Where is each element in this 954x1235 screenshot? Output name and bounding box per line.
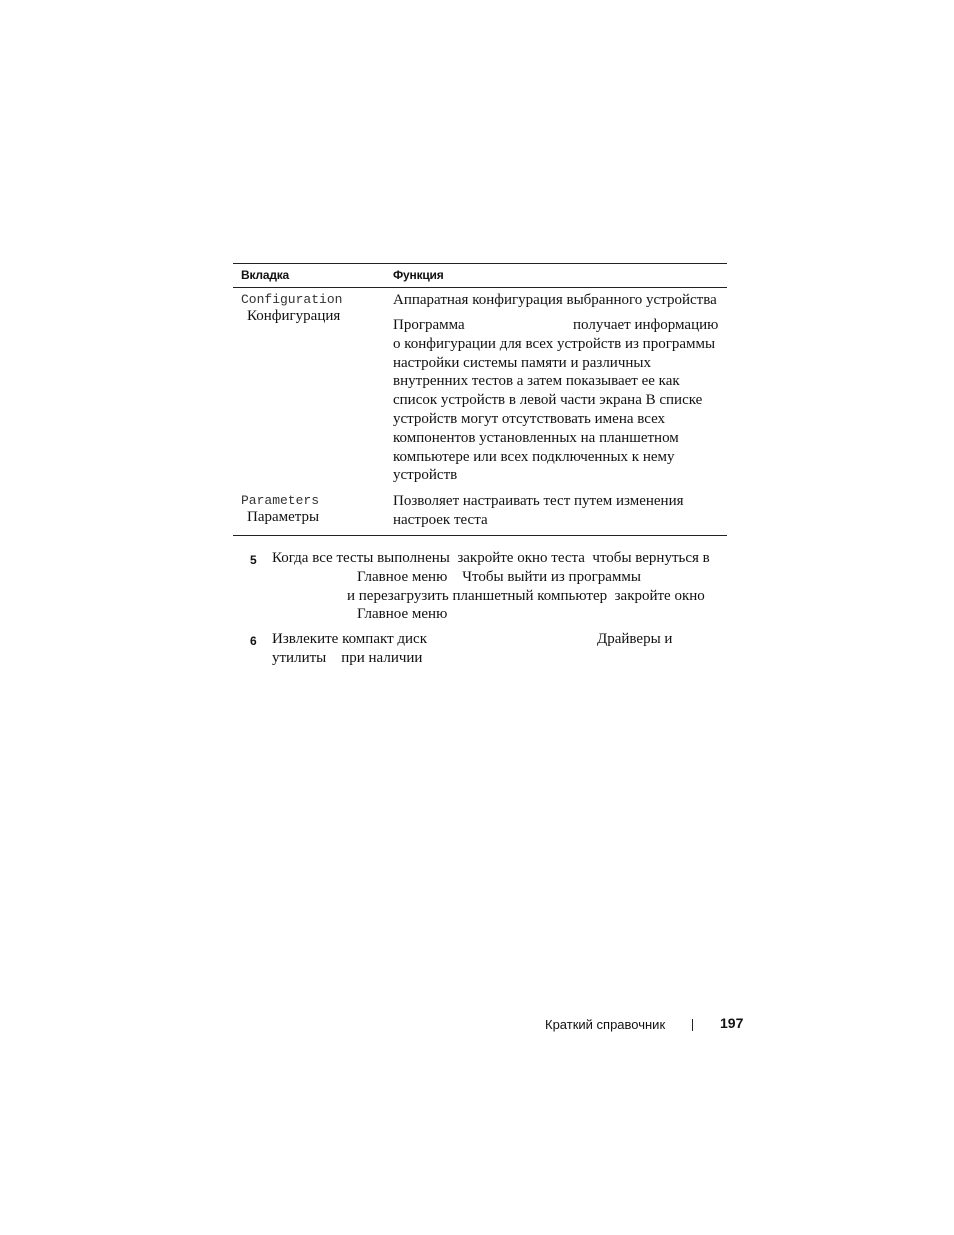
tab-name-configuration: Конфигурация	[247, 308, 341, 324]
function-parameters-line: настроек теста	[393, 511, 488, 528]
step-6-line-right: Драйверы и	[597, 631, 673, 647]
step-5-line: и перезагрузить планшетный компьютер закройте окно	[347, 587, 705, 604]
step-5-line: Главное меню Чтобы выйти из программы	[357, 568, 641, 585]
function-configuration-para-right: получает информацию	[573, 317, 719, 333]
tab-code-parameters: Parameters	[241, 493, 320, 508]
function-configuration-para-line: о конфигурации для всех устройств из программы	[393, 335, 716, 352]
function-configuration-para-line: внутренних тестов а затем показывает ее как	[393, 373, 680, 390]
step-number-5: 5	[250, 553, 257, 567]
function-configuration-para-line: компьютере или всех подключенных к нему	[393, 448, 675, 465]
tab-code-configuration: Configuration	[241, 292, 343, 307]
tab-name-parameters: Параметры	[247, 509, 320, 525]
footer-section-title: Краткий справочник	[545, 1017, 666, 1032]
step-number-6: 6	[250, 634, 257, 648]
step-6-line-left: Извлеките компакт диск	[272, 631, 427, 647]
function-configuration-para-line: настройки системы памяти и различных	[393, 354, 651, 371]
table-header-tab: Вкладка	[241, 268, 290, 282]
step-5-line: Когда все тесты выполнены закройте окно теста чтобы вернуться в	[272, 550, 710, 566]
function-configuration-line: Аппаратная конфигурация выбранного устройства	[393, 292, 717, 308]
table-header-function: Функция	[393, 268, 444, 282]
function-configuration-para-line: устройств	[393, 467, 458, 484]
function-configuration-para-line: компонентов установленных на планшетном	[393, 429, 679, 446]
step-6-line: утилиты при наличии	[272, 649, 423, 666]
step-5-line: Главное меню	[357, 606, 448, 623]
page-number: 197	[720, 1015, 744, 1031]
function-configuration-para-line: список устройств в левой части экрана В списке	[393, 392, 703, 409]
table-bottom-rule	[233, 535, 727, 536]
function-parameters-line: Позволяет настраивать тест путем изменения	[393, 493, 684, 509]
function-configuration-para-line: устройств могут отсутствовать имена всех	[393, 411, 666, 427]
table-top-rule	[233, 263, 727, 264]
function-configuration-para-left: Программа	[393, 317, 465, 333]
table-header-rule	[233, 287, 727, 288]
footer-separator	[692, 1019, 693, 1031]
